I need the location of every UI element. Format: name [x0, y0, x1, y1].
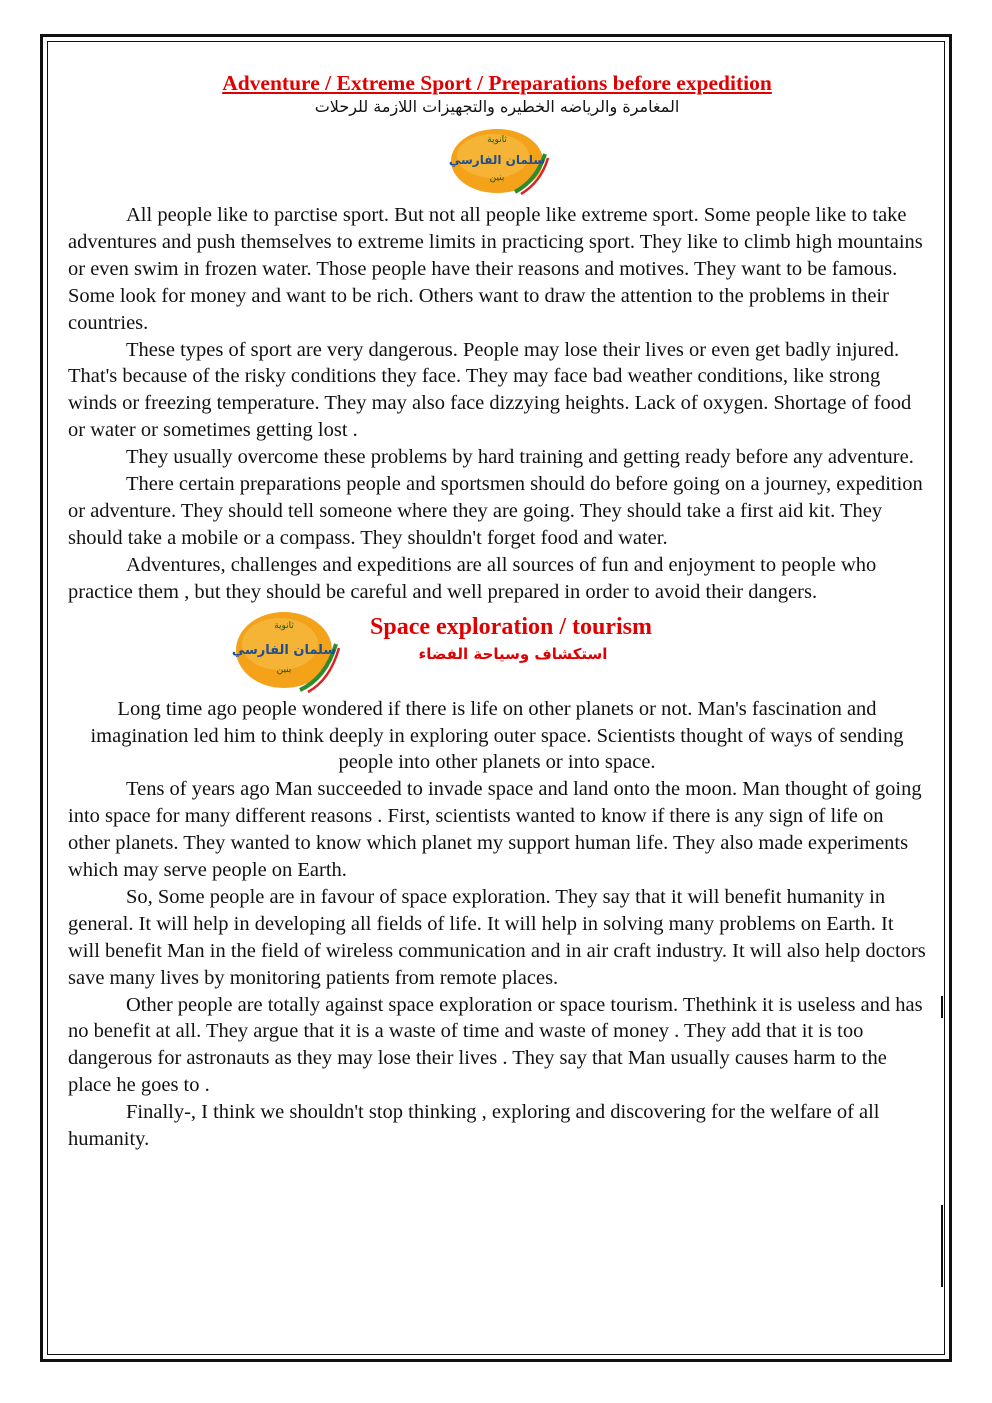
school-logo-2	[230, 608, 340, 694]
section1-paragraph: All people like to parctise sport. But not all people like extreme sport. Some people like to take adventures and push themselves to extreme limits in practicing sport. They like to climb high mountains or even swim in frozen water. Those people have their reasons and motives. They want to be famous. Some look for money and want to be rich. Others want to draw the attention to the problems in their countries.	[68, 204, 923, 334]
logo-text-main: سلمان الفارسي	[448, 153, 546, 167]
logo-text-top: ثانوية	[487, 135, 507, 145]
section2-title: Space exploration / tourism	[370, 613, 652, 640]
section1-paragraph: They usually overcome these problems by hard training and getting ready before any adventure.	[126, 446, 914, 469]
logo-emblem-icon	[445, 124, 549, 196]
section1-paragraph: Adventures, challenges and expeditions are all sources of fun and enjoyment to people who practice them , but they should be careful and well prepared in order to avoid their dangers.	[68, 553, 877, 603]
logo-text-top: ثانوية	[274, 620, 294, 631]
school-logo-1	[68, 124, 926, 196]
document-body	[68, 70, 926, 1153]
section2-paragraph: Tens of years ago Man succeeded to invade space and land onto the moon. Man thought of going into space for many different reasons . First, scientists wanted to know if there is any sign of life on other planets. They wanted to know which planet my support human life. They also made experiments which may serve people on Earth.	[68, 778, 922, 882]
section2-paragraph: So, Some people are in favour of space exploration. They say that it will benefit humanity in general. It will help in developing all fields of life. It will help in solving many problems on Earth. It will benefit Man in the field of wireless communication and in air craft industry. It will also help doctors save many lives by monitoring patients from remote places.	[68, 885, 926, 989]
section2-paragraph: Other people are totally against space exploration or space tourism. Thethink it is useless and has no benefit at all. They argue that it is a waste of time and waste of money . They add that it is too dangerous for astronauts as they may lose their lives . They say that Man usually causes harm to the place he goes to .	[68, 993, 923, 1097]
section1-title-arabic: المغامرة والرياضه الخطيره والتجهيزات اللازمة للرحلات	[314, 97, 680, 116]
logo-emblem-icon	[230, 608, 340, 694]
logo-text-bottom: بنين	[276, 664, 292, 675]
section2-intro: Long time ago people wondered if there is life on other planets or not. Man's fascination and imagination led him to think deeply in exploring outer space. Scientists thought of ways of sending people into other planets or into space.	[90, 697, 904, 774]
section1-title: Adventure / Extreme Sport / Preparations before expedition	[222, 71, 772, 95]
section2-title-arabic: استكشاف وسياحة الفضاء	[418, 644, 608, 663]
margin-mark	[941, 1205, 943, 1287]
section1-paragraph: These types of sport are very dangerous. People may lose their lives or even get badly injured. That's because of the risky conditions they face. They may face bad weather conditions, like strong winds or freezing temperature. They may also face dizzying heights. Lack of oxygen. Shortage of food or water or sometimes getting lost .	[68, 338, 912, 442]
margin-mark	[941, 996, 943, 1018]
logo-text-bottom: بنين	[489, 173, 505, 183]
section2-paragraph: Finally-, I think we shouldn't stop thinking , exploring and discovering for the welfare of all humanity.	[68, 1101, 880, 1151]
logo-text-main: سلمان الفارسي	[231, 642, 337, 658]
section2-header	[68, 608, 926, 700]
section1-paragraph: There certain preparations people and sportsmen should do before going on a journey, expedition or adventure. They should tell someone where they are going. They should take a first aid kit. They should take a mobile or a compass. They shouldn't forget food and water.	[68, 473, 923, 549]
